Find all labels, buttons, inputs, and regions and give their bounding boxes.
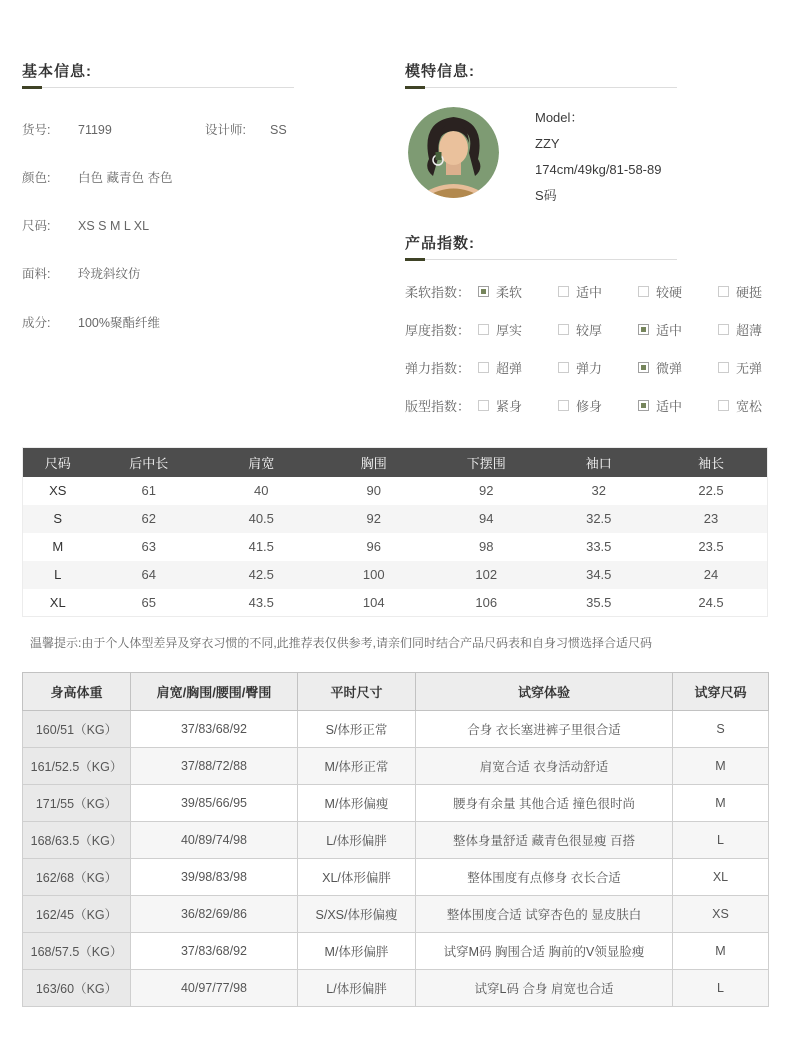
checkbox-icon[interactable]	[558, 362, 569, 373]
index-option[interactable]	[478, 282, 558, 301]
table-cell: 62	[141, 511, 156, 526]
checkbox-icon[interactable]	[558, 286, 569, 297]
table-cell: 90	[366, 483, 381, 498]
option-label: 紧身	[496, 398, 523, 414]
item-no-value: 71199	[78, 123, 112, 137]
table-cell: S	[53, 511, 63, 526]
table-cell: 100	[362, 567, 385, 582]
checkbox-icon[interactable]	[478, 400, 489, 411]
fit-table	[22, 672, 769, 1007]
table-row	[23, 785, 769, 822]
option-label: 弹力	[576, 360, 603, 376]
index-option[interactable]	[718, 396, 790, 415]
table-cell: L/体形偏胖	[298, 970, 416, 1007]
table-cell: XS	[673, 896, 769, 933]
composition-value: 100%聚酯纤维	[78, 316, 160, 330]
table-cell: L	[673, 970, 769, 1007]
table-cell: 92	[479, 483, 494, 498]
divider-accent	[405, 86, 425, 89]
column-header: 下摆围	[430, 448, 543, 477]
index-option[interactable]	[718, 320, 790, 339]
table-cell: 23	[703, 511, 719, 526]
index-row	[405, 272, 780, 310]
model-avatar	[408, 107, 499, 198]
column-header: 试穿体验	[416, 673, 673, 711]
basic-info-title: 基本信息:	[22, 63, 92, 80]
table-cell: S/XS/体形偏瘦	[298, 896, 416, 933]
divider-accent	[22, 86, 42, 89]
table-cell: M	[52, 539, 64, 554]
table-cell: M/体形正常	[298, 748, 416, 785]
table-cell: 整体身量舒适 藏青色很显瘦 百搭	[416, 822, 673, 859]
table-cell: XL/体形偏胖	[298, 859, 416, 896]
checkbox-icon[interactable]	[558, 324, 569, 335]
index-option[interactable]	[718, 358, 790, 377]
table-cell: M	[673, 785, 769, 822]
option-label: 宽松	[736, 398, 763, 414]
column-header: 肩宽/胸围/腰围/臀围	[131, 673, 298, 711]
section-divider	[22, 87, 294, 88]
checkbox-icon[interactable]	[558, 400, 569, 411]
checkbox-icon[interactable]	[718, 362, 729, 373]
section-divider	[405, 87, 677, 88]
index-option[interactable]	[478, 396, 558, 415]
checkbox-icon[interactable]	[718, 324, 729, 335]
table-cell: 肩宽合适 衣身活动舒适	[416, 748, 673, 785]
table-cell: 24	[703, 567, 719, 582]
checkbox-icon[interactable]	[478, 362, 489, 373]
table-cell: 37/88/72/88	[131, 748, 298, 785]
table-cell: 41.5	[248, 539, 274, 554]
table-cell: XL	[49, 594, 66, 610]
table-cell: 171/55（KG）	[23, 785, 131, 822]
index-label: 柔软指数：	[405, 284, 471, 300]
index-label: 厚度指数：	[405, 322, 471, 338]
table-cell: 40/97/77/98	[131, 970, 298, 1007]
table-cell: 106	[475, 594, 498, 610]
fabric-value: 玲珑斜纹仿	[78, 267, 141, 281]
option-label: 柔软	[496, 284, 523, 300]
column-header: 肩宽	[205, 448, 318, 477]
column-header: 后中长	[93, 448, 206, 477]
table-cell: 160/51（KG）	[23, 711, 131, 748]
index-option[interactable]	[638, 358, 718, 377]
fabric-row	[22, 266, 394, 282]
checkbox-checked-icon[interactable]	[638, 324, 649, 335]
table-cell: S	[673, 711, 769, 748]
table-cell: 94	[479, 511, 494, 526]
model-label: Model：	[535, 110, 584, 125]
checkbox-icon[interactable]	[478, 324, 489, 335]
basic-info-section	[22, 60, 394, 390]
index-option[interactable]	[718, 282, 790, 301]
option-label: 较硬	[656, 284, 683, 300]
option-label: 厚实	[496, 322, 523, 338]
designer-value: SS	[270, 123, 287, 137]
table-cell: 37/83/68/92	[131, 933, 298, 970]
table-row	[23, 561, 768, 589]
model-photo-illustration	[408, 107, 499, 198]
index-option[interactable]	[638, 396, 718, 415]
table-cell: 162/68（KG）	[23, 859, 131, 896]
table-cell: 104	[362, 594, 385, 610]
table-cell: M	[673, 933, 769, 970]
model-details	[535, 105, 661, 209]
index-row	[405, 348, 780, 386]
table-cell: 102	[475, 567, 498, 582]
table-cell: 36/82/69/86	[131, 896, 298, 933]
option-label: 无弹	[736, 360, 763, 376]
fit-table-header-row	[23, 673, 769, 711]
table-cell: 合身 衣长塞进裤子里很合适	[416, 711, 673, 748]
checkbox-icon[interactable]	[718, 286, 729, 297]
size-value: XS S M L XL	[78, 219, 150, 233]
table-cell: 92	[366, 511, 381, 526]
table-cell: 23.5	[698, 539, 724, 554]
product-index-section	[405, 232, 780, 414]
index-label: 弹力指数：	[405, 360, 471, 376]
table-cell: 32.5	[586, 511, 612, 526]
composition-row	[22, 315, 394, 331]
table-cell: 168/57.5（KG）	[23, 933, 131, 970]
table-row	[23, 589, 768, 617]
table-cell: 39/85/66/95	[131, 785, 298, 822]
table-row	[23, 748, 769, 785]
index-option[interactable]	[638, 320, 718, 339]
table-cell: 40.5	[248, 511, 274, 526]
model-name: ZZY	[535, 136, 560, 151]
option-label: 超弹	[496, 360, 523, 376]
table-cell: 整体围度有点修身 衣长合适	[416, 859, 673, 896]
table-cell: XL	[673, 859, 769, 896]
table-row	[23, 822, 769, 859]
table-cell: 96	[366, 539, 381, 554]
model-measurements: 174cm/49kg/81-58-89	[535, 162, 662, 177]
table-cell: M	[673, 748, 769, 785]
divider-accent	[405, 258, 425, 261]
checkbox-icon[interactable]	[718, 400, 729, 411]
table-cell: 32	[591, 483, 606, 498]
model-size-worn: S码	[535, 188, 557, 203]
table-cell: 65	[141, 594, 156, 610]
option-label: 超薄	[736, 322, 763, 338]
index-option[interactable]	[558, 282, 638, 301]
option-label: 硬挺	[736, 284, 763, 300]
table-cell: S/体形正常	[298, 711, 416, 748]
table-cell: 22.5	[698, 483, 724, 498]
index-option[interactable]	[558, 320, 638, 339]
column-header: 袖口	[543, 448, 656, 477]
table-cell: 163/60（KG）	[23, 970, 131, 1007]
table-cell: 34.5	[586, 567, 612, 582]
table-cell: 162/45（KG）	[23, 896, 131, 933]
item-no-label: 货号:	[22, 123, 51, 137]
table-row	[23, 933, 769, 970]
table-cell: 40/89/74/98	[131, 822, 298, 859]
option-label: 适中	[656, 398, 683, 414]
column-header: 胸围	[318, 448, 431, 477]
composition-label: 成分:	[22, 316, 51, 330]
option-label: 修身	[576, 398, 603, 414]
table-row	[23, 533, 768, 561]
size-row	[22, 218, 394, 234]
size-table	[22, 447, 768, 617]
table-cell: 37/83/68/92	[131, 711, 298, 748]
table-row	[23, 896, 769, 933]
table-row	[23, 859, 769, 896]
model-info-title: 模特信息:	[405, 63, 475, 80]
table-cell: 61	[141, 483, 156, 498]
index-row	[405, 310, 780, 348]
table-row	[23, 711, 769, 748]
table-cell: 试穿M码 胸围合适 胸前的V领显脸瘦	[416, 933, 673, 970]
table-cell: L	[54, 567, 62, 582]
table-cell: 33.5	[586, 539, 612, 554]
table-cell: 35.5	[586, 594, 612, 610]
column-header: 袖长	[655, 448, 768, 477]
column-header: 平时尺寸	[298, 673, 416, 711]
color-label: 颜色:	[22, 171, 51, 185]
table-cell: 腰身有余量 其他合适 撞色很时尚	[416, 785, 673, 822]
table-cell: 42.5	[248, 567, 274, 582]
item-no-row	[22, 122, 394, 138]
product-index-rows	[405, 272, 780, 424]
index-option[interactable]	[638, 282, 718, 301]
checkbox-checked-icon[interactable]	[638, 400, 649, 411]
table-cell: 64	[141, 567, 156, 582]
model-info-section	[405, 60, 768, 220]
index-label: 版型指数：	[405, 398, 471, 414]
table-row	[23, 505, 768, 533]
table-cell: L/体形偏胖	[298, 822, 416, 859]
size-table-header-row	[23, 448, 768, 477]
table-cell: L	[673, 822, 769, 859]
color-row	[22, 170, 394, 186]
table-row	[23, 970, 769, 1007]
index-option[interactable]	[478, 320, 558, 339]
table-cell: 试穿L码 合身 肩宽也合适	[416, 970, 673, 1007]
index-option[interactable]	[558, 396, 638, 415]
table-cell: XS	[49, 483, 67, 498]
table-cell: 39/98/83/98	[131, 859, 298, 896]
option-label: 微弹	[656, 360, 683, 376]
option-label: 较厚	[576, 322, 603, 338]
table-cell: 40	[254, 483, 269, 498]
color-value: 白色 藏青色 杏色	[78, 171, 173, 185]
table-cell: 43.5	[248, 594, 274, 610]
column-header: 尺码	[23, 448, 93, 477]
checkbox-checked-icon[interactable]	[638, 362, 649, 373]
option-label: 适中	[576, 284, 603, 300]
table-cell: M/体形偏瘦	[298, 785, 416, 822]
column-header: 身高体重	[23, 673, 131, 711]
column-header: 试穿尺码	[673, 673, 769, 711]
fabric-label: 面料:	[22, 267, 51, 281]
table-cell: 24.5	[698, 594, 724, 610]
size-label: 尺码:	[22, 219, 51, 233]
index-row	[405, 386, 780, 424]
table-cell: M/体形偏胖	[298, 933, 416, 970]
section-divider	[405, 259, 677, 260]
table-cell: 161/52.5（KG）	[23, 748, 131, 785]
table-cell: 98	[479, 539, 494, 554]
checkbox-checked-icon[interactable]	[478, 286, 489, 297]
table-cell: 168/63.5（KG）	[23, 822, 131, 859]
product-index-title: 产品指数:	[405, 235, 475, 252]
index-option[interactable]	[478, 358, 558, 377]
table-cell: 整体围度合适 试穿杏色的 显皮肤白	[416, 896, 673, 933]
index-option[interactable]	[558, 358, 638, 377]
checkbox-icon[interactable]	[638, 286, 649, 297]
table-cell: 63	[141, 539, 156, 554]
size-tip-text: 温馨提示:由于个人体型差异及穿衣习惯的不同,此推荐表仅供参考,请亲们同时结合产品尺码表和自身习惯选择合适尺码	[30, 636, 653, 650]
table-row	[23, 477, 768, 505]
designer-label: 设计师:	[205, 123, 246, 137]
option-label: 适中	[656, 322, 683, 338]
